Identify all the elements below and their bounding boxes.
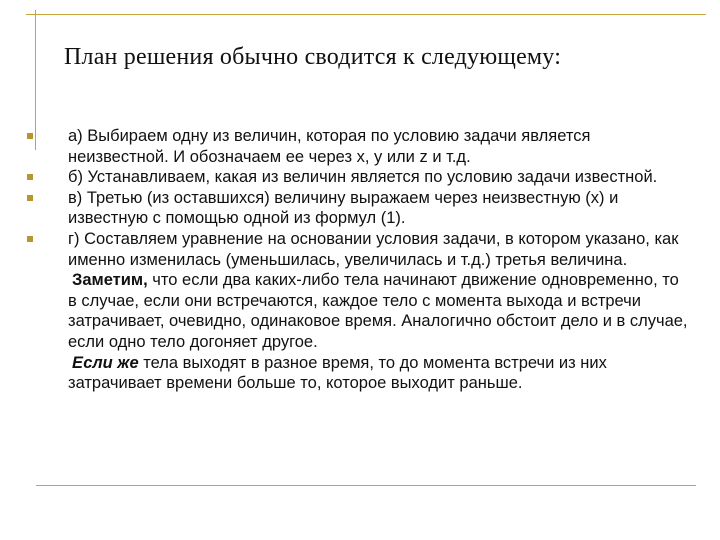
left-divider bbox=[35, 10, 36, 150]
list-item bbox=[68, 188, 688, 229]
note-emphasis: Заметим, bbox=[72, 271, 148, 290]
list-item-text: г) Составляем уравнение на основании условия задачи, в котором указано, как именно изменилась (уменьшилась, увеличилась и т.д.) третья величина. bbox=[68, 229, 679, 269]
list-item bbox=[68, 229, 688, 270]
square-bullet-icon bbox=[27, 174, 33, 180]
note-paragraph bbox=[68, 353, 688, 394]
note-text: что если два каких-либо тела начинают движение одновременно, то в случае, если они встречаются, каждое тело с момента выхода и встречи затрачивает, очевидно, одинаковое время. Аналогично обстоит дело и в случае, если одно тело догоняет другое. bbox=[68, 271, 688, 351]
square-bullet-icon bbox=[27, 133, 33, 139]
list-item-text: б) Устанавливаем, какая из величин является по условию задачи известной. bbox=[68, 168, 658, 187]
list-item bbox=[68, 126, 688, 167]
bottom-divider bbox=[36, 485, 696, 486]
list-item bbox=[68, 167, 688, 188]
note-paragraph bbox=[68, 270, 688, 352]
square-bullet-icon bbox=[27, 236, 33, 242]
list-item-text: в) Третью (из оставшихся) величину выражаем через неизвестную (x) и известную с помощью одной из формул (1). bbox=[68, 188, 619, 228]
top-divider bbox=[26, 14, 706, 15]
list-item-text: а) Выбираем одну из величин, которая по условию задачи является неизвестной. И обозначаем ее через x, y или z и т.д. bbox=[68, 127, 591, 166]
square-bullet-icon bbox=[27, 195, 33, 201]
slide-title: План решения обычно сводится к следующему: bbox=[64, 44, 562, 70]
slide-content bbox=[68, 126, 688, 394]
note-text: тела выходят в разное время, то до момента встречи из них затрачивает времени больше то, которое выходит раньше. bbox=[68, 353, 607, 393]
note-emphasis: Если же bbox=[72, 353, 139, 372]
